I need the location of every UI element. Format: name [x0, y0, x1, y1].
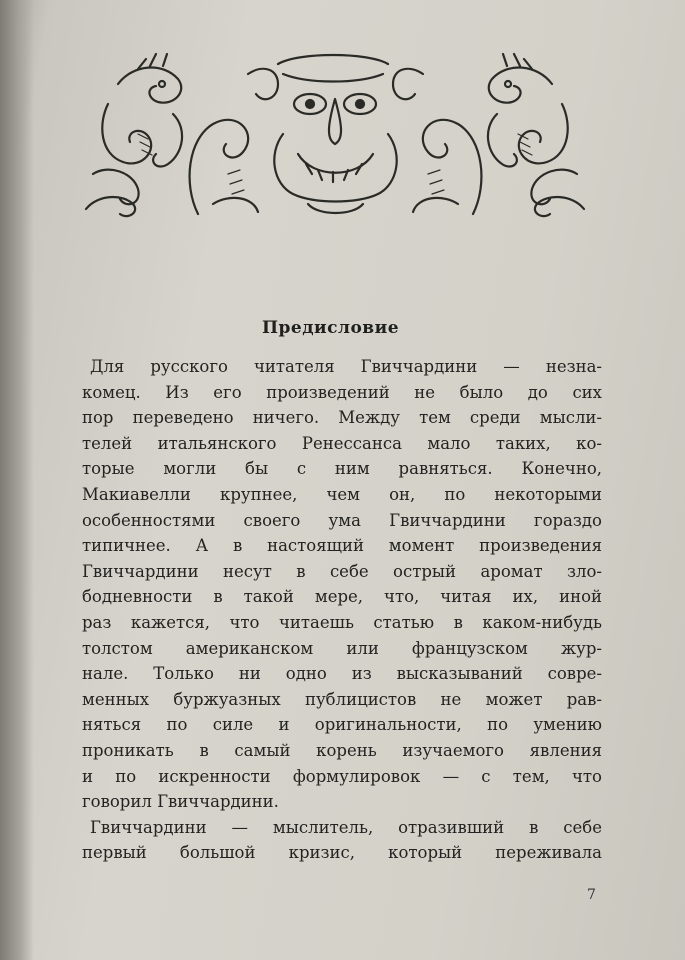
text-line: нале. Только ни одно из высказываний совре-	[82, 664, 602, 684]
text-line: бодневности в такой мере, что, читая их, иной	[82, 587, 602, 607]
text-line: говорил Гвиччардини.	[82, 792, 279, 812]
page-number: 7	[587, 887, 596, 903]
text-line: телей итальянского Ренессанса мало таких, ко-	[82, 433, 602, 453]
text-line: типичнее. А в настоящий момент произведения	[82, 536, 602, 556]
text-line: пор переведено ничего. Между тем среди мысли-	[82, 408, 602, 428]
text-line: раз кажется, что читаешь статью в каком-нибудь	[82, 612, 602, 632]
text-line: няться по силе и оригинальности, по умению	[82, 715, 602, 735]
text-line: проникать в самый корень изучаемого явления	[82, 740, 602, 760]
text-line: Макиавелли крупнее, чем он, по некоторыми	[82, 484, 602, 504]
text-line: и по искренности формулировок — с тем, что	[82, 766, 602, 786]
text-line: торые могли бы с ним равняться. Конечно,	[82, 459, 602, 479]
text-line: Гвиччардини — мыслитель, отразивший в себе	[90, 817, 602, 837]
text-line: Для русского читателя Гвиччардини — незна-	[90, 357, 602, 376]
text-line: толстом американском или французском жур-	[82, 638, 602, 658]
text-line: особенностями своего ума Гвиччардини гораздо	[82, 510, 602, 530]
ornamental-headpiece-image	[78, 44, 592, 222]
text-line: Гвиччардини несут в себе острый аромат зло-	[82, 561, 602, 581]
text-line: первый большой кризис, который переживала	[82, 843, 602, 863]
body-text	[82, 354, 602, 866]
section-heading: Предисловие	[261, 318, 400, 338]
text-line: менных буржуазных публицистов не может рав-	[82, 689, 602, 709]
page-binding-shadow	[0, 0, 34, 960]
text-line: комец. Из его произведений не было до сих	[82, 382, 602, 402]
